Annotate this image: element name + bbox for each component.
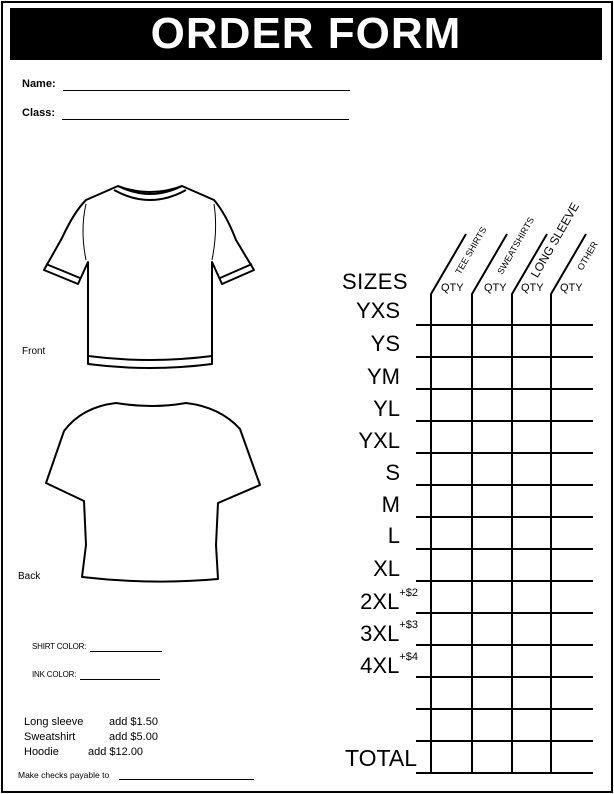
column-header-sweatshirts: SWEATSHIRTS <box>495 215 537 276</box>
qty-label: QTY <box>521 282 544 294</box>
size-row-label: $2XL^{+\$2}$ <box>360 587 418 614</box>
qty-label: QTY <box>441 282 464 294</box>
column-header-long-sleeve: LONG SLEEVE <box>527 200 583 280</box>
ink-color-label: INK COLOR: <box>32 670 77 679</box>
size-row-label: YXL <box>358 428 400 453</box>
name-label: Name: <box>22 78 56 90</box>
price-amount: add $12.00 <box>88 746 144 758</box>
price-amount: add $1.50 <box>109 716 158 728</box>
back-caption: Back <box>18 571 41 582</box>
size-row-label: YS <box>370 331 400 356</box>
size-row-label: XL <box>373 556 400 581</box>
size-row-label: $4XL^{+\$4}$ <box>360 651 418 678</box>
size-row-label: YL <box>373 396 400 421</box>
price-item: Sweatshirt <box>24 731 76 743</box>
column-header-other: OTHER <box>575 239 600 272</box>
qty-label: QTY <box>560 282 583 294</box>
price-item: Hoodie <box>24 746 59 758</box>
size-row-label: YM <box>367 364 400 389</box>
column-header-tee-shirts: TEE SHIRTS <box>453 225 489 276</box>
form-title: ORDER FORM <box>10 8 602 60</box>
size-row-label: YXS <box>355 298 400 323</box>
price-item: Long sleeve <box>24 716 84 728</box>
front-caption: Front <box>22 346 46 357</box>
shirt-color-label: SHIRT COLOR: <box>32 642 87 651</box>
size-row-label: $3XL^{+\$3}$ <box>360 619 418 646</box>
class-label: Class: <box>22 107 56 119</box>
sizes-heading: SIZES <box>342 269 409 294</box>
size-row-label: L <box>387 523 400 548</box>
size-row-label: M <box>381 492 400 517</box>
checks-payable-label: Make checks payable to <box>18 770 110 780</box>
price-amount: add $5.00 <box>109 731 158 743</box>
qty-label: QTY <box>484 282 507 294</box>
size-row-label: S <box>385 460 400 485</box>
total-label: TOTAL <box>345 745 417 771</box>
